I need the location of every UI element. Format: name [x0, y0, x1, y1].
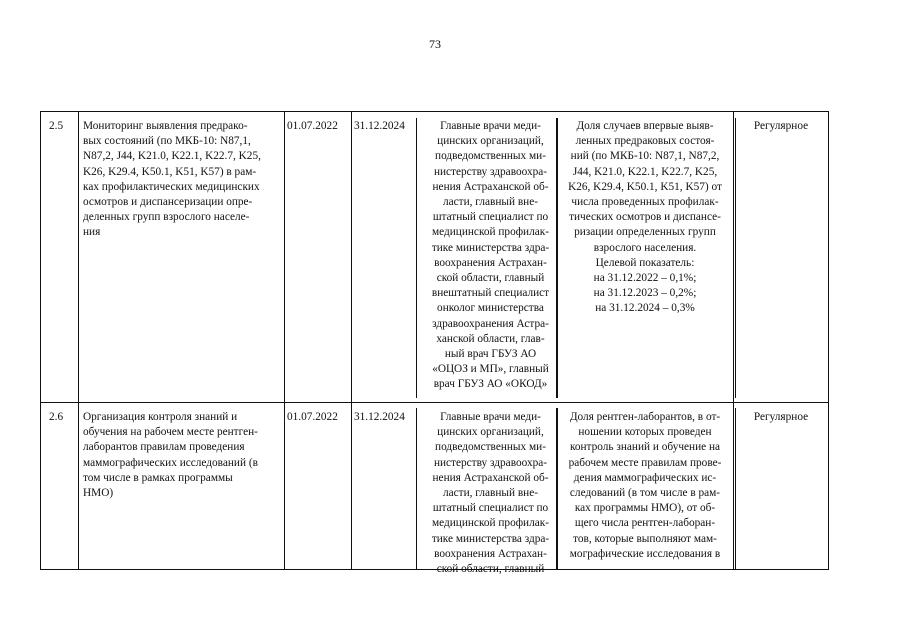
column-divider [733, 403, 734, 569]
column-divider [733, 112, 734, 402]
end-date: 31.12.2024 [354, 120, 405, 132]
measures-table [40, 111, 829, 576]
column-divider [78, 112, 79, 402]
start-date: 01.07.2022 [287, 120, 338, 132]
row-number: 2.6 [49, 411, 64, 423]
column-divider [351, 403, 352, 569]
periodicity: Регулярное [753, 411, 809, 423]
row-number: 2.5 [49, 120, 64, 132]
target-indicator: Доля рентген-лаборантов, в от- ношении которых проведен контроль знаний и обучение на рабочем месте правилам прове- дения маммографических ис- следований (в том числе в рам- ках программы НМО), от об- щего числа рентген-лаборан- тов, которые выполняют мам- мографические исследования в [568, 411, 722, 560]
page-number: 73 [429, 37, 441, 51]
table-row [41, 403, 828, 576]
end-date: 31.12.2024 [354, 411, 405, 423]
column-divider [284, 112, 285, 402]
periodicity: Регулярное [753, 120, 809, 132]
responsible-persons: Главные врачи меди- цинских организаций, подведомственных ми- нистерству здравоохра- нения Астраханской об- ласти, главный вне- штатный специалист по медицинской профилак- тике министерства здра- воохранения Астрахан- ской области, главный [431, 411, 550, 576]
table-row [41, 112, 828, 403]
column-divider [284, 403, 285, 569]
measure-name: Мониторинг выявления предрако- вых состояний (по МКБ-10: N87,1, N87,2, J44, K21.0, K22.1, K22.7, K25, K26, K29.4, K50.1, K51, K57) в рам- ках профилактических медицинских осмотров и диспансеризации опре- деленных групп взрослого населе- ния [83, 120, 261, 239]
measure-name: Организация контроля знаний и обучения на рабочем месте рентген- лаборантов правилам проведения маммографических исследований (в том числе в рамках программы НМО) [83, 411, 258, 500]
column-divider [78, 403, 79, 569]
column-divider [351, 112, 352, 402]
start-date: 01.07.2022 [287, 411, 338, 423]
target-indicator: Доля случаев впервые выяв- ленных предраковых состоя- ний (по МКБ-10: N87,1, N87,2, J44, K21.0, K22.1, K22.7, K25, K26, K29.4, K50.1, K51, K57) от числа проведенных профилак- тических осмотров и диспансе- ризации определенных групп взрослого населения. Целевой показатель: на 31.12.2022 – 0,1%; на 31.12.2023 – 0,2%; на 31.12.2024 – 0,3% [568, 120, 722, 315]
responsible-persons: Главные врачи меди- цинских организаций, подведомственных ми- нистерству здравоохра- нения Астраханской об- ласти, главный вне- штатный специалист по медицинской профилак- тике министерства здра- воохранения Астрахан- ской области, главный внештатный специалист онколог министерства здравоохранения Астра- ханской области, глав- ный врач ГБУЗ АО «ОЦОЗ и МП», главный врач ГБУЗ АО «ОКОД» [431, 120, 550, 391]
